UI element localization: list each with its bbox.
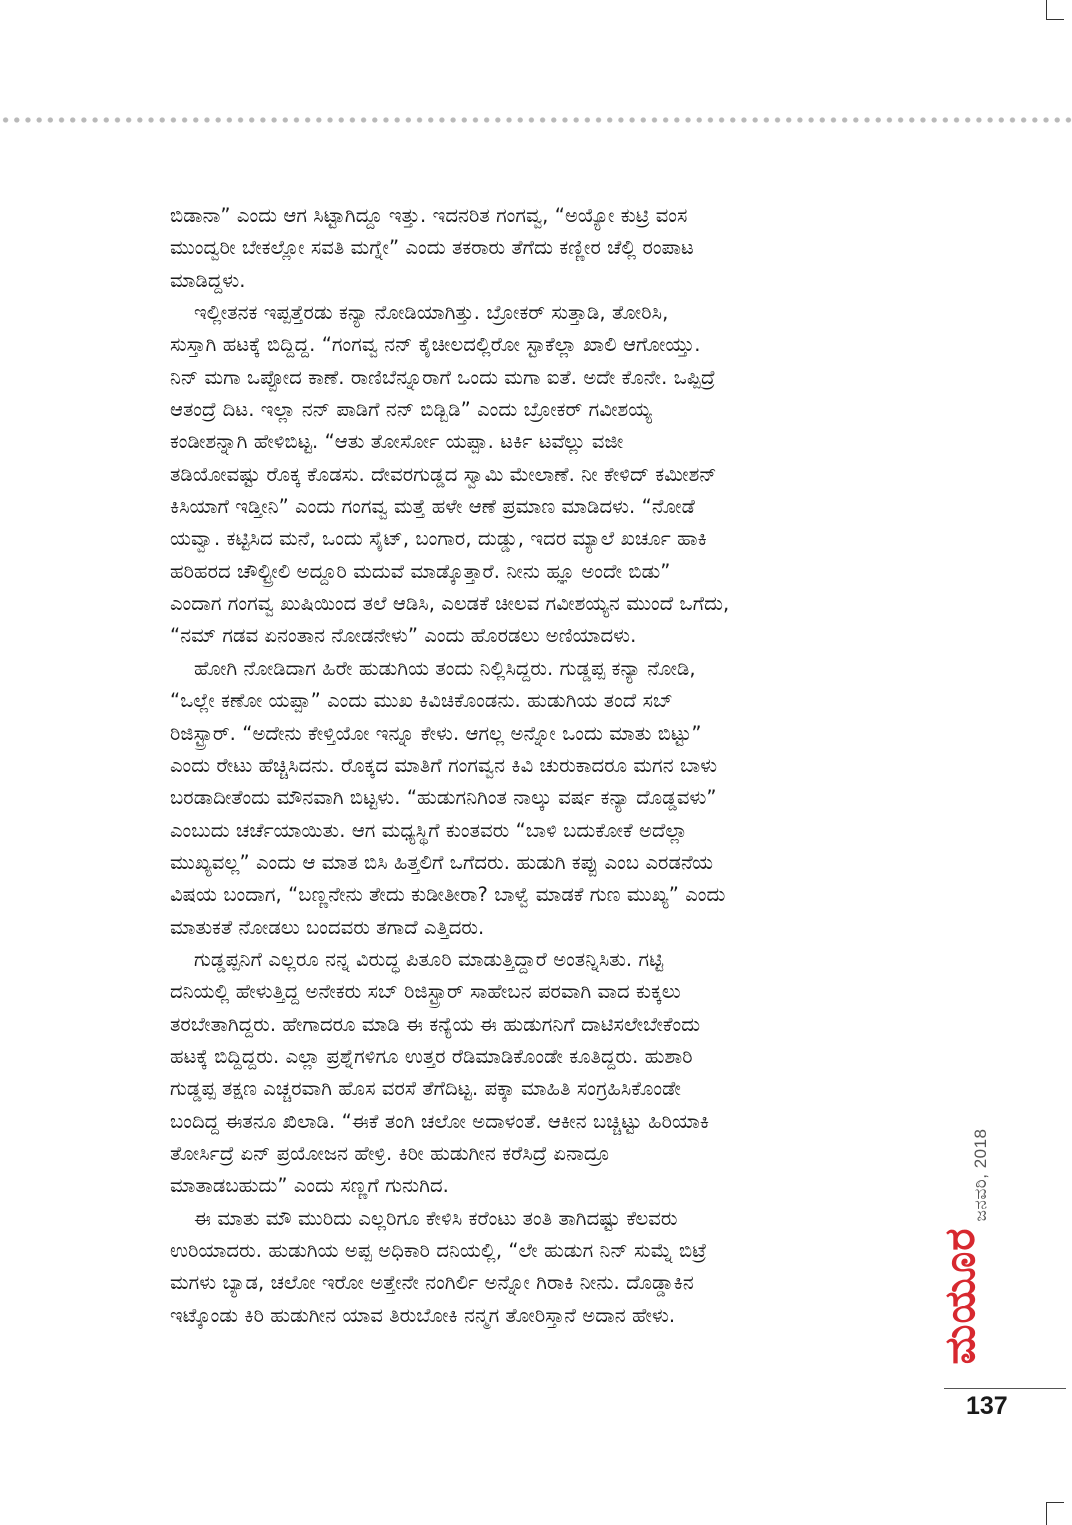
text-line: “ನಮ್ ಗಡವ ಏನಂತಾನ ನೋಡನೇಳು” ಎಂದು ಹೊರಡಲು ಅಣಿಯಾದಳು. [170, 624, 637, 648]
page-number-rule [944, 1388, 1066, 1389]
text-line: ಬಂದಿದ್ದ ಈತನೂ ಖಿಲಾಡಿ. “ಈಕೆ ತಂಗಿ ಚಲೋ ಅದಾಳಂತೆ. ಆಕೀನ ಬಚ್ಚಿಟ್ಟು ಹಿರಿಯಾಕಿ [170, 1109, 710, 1133]
text-line: ಮಾತುಕತೆ ನೋಡಲು ಬಂದವರು ತಗಾದೆ ಎತ್ತಿದರು. [170, 915, 485, 939]
text-line: ಕಿಸಿಯಾಗೆ ಇಡ್ತೀನಿ” ಎಂದು ಗಂಗವ್ವ ಮತ್ತೆ ಹಳೇ ಆಣೆ ಪ್ರಮಾಣ ಮಾಡಿದಳು. “ನೋಡೆ [170, 495, 695, 519]
text-line: ತರಬೇತಾಗಿದ್ದರು. ಹೇಗಾದರೂ ಮಾಡಿ ಈ ಕನ್ಯೆಯ ಈ ಹುಡುಗನಿಗೆ ದಾಟಿಸಲೇಬೇಕೆಂದು [170, 1012, 701, 1036]
text-line: ಇಲ್ಲೀತನಕ ಇಪ್ಪತ್ತೆರಡು ಕನ್ಯಾ ನೋಡಿಯಾಗಿತ್ತು. ಬ್ರೋಕರ್ ಸುತ್ತಾಡಿ, ತೋರಿಸಿ, [194, 301, 669, 325]
issue-date: ಜನವರಿ, 2018 [971, 1128, 990, 1222]
text-line: ಹಟಕ್ಕೆ ಬಿದ್ದಿದ್ದರು. ಎಲ್ಲಾ ಪ್ರಶ್ನೆಗಳಿಗೂ ಉತ್ತರ ರೆಡಿಮಾಡಿಕೊಂಡೇ ಕೂತಿದ್ದರು. ಹುಶಾರಿ [170, 1044, 693, 1068]
text-line: ಮಾತಾಡಬಹುದು” ಎಂದು ಸಣ್ಣಗೆ ಗುನುಗಿದ. [170, 1174, 449, 1198]
text-line: ರಿಜಿಸ್ಟ್ರಾರ್. “ಅದೇನು ಕೇಳ್ತಿಯೋ ಇನ್ನೂ ಕೇಳು. ಆಗಲ್ಲ ಅನ್ನೋ ಒಂದು ಮಾತು ಬಿಟ್ಟು” [170, 721, 702, 745]
text-line: ಸುಸ್ತಾಗಿ ಹಟಕ್ಕೆ ಬಿದ್ದಿದ್ದ. “ಗಂಗವ್ವ ನನ್ ಕೈಚೀಲದಲ್ಲಿರೋ ಸ್ಟಾಕೆಲ್ಲಾ ಖಾಲಿ ಆಗೋಯ್ತು. [170, 333, 701, 357]
text-line: ಹೋಗಿ ನೋಡಿದಾಗ ಹಿರೇ ಹುಡುಗಿಯ ತಂದು ನಿಲ್ಲಿಸಿದ್ದರು. ಗುಡ್ಡಪ್ಪ ಕನ್ಯಾ ನೋಡಿ, [194, 656, 696, 680]
crop-mark-top [1046, 0, 1064, 20]
text-line: ಇಟ್ಕೊಂಡು ಕಿರಿ ಹುಡುಗೀನ ಯಾವ ತಿರುಬೋಕಿ ನನ್ಮಗ ತೋರಿಸ್ತಾನೆ ಅದಾನ ಹೇಳು. [170, 1303, 676, 1327]
text-line: ಬರಡಾದೀತೆಂದು ಮೌನವಾಗಿ ಬಿಟ್ಟಳು. “ಹುಡುಗನಿಗಿಂತ ನಾಲ್ಕು ವರ್ಷ ಕನ್ಯಾ ದೊಡ್ಡವಳು” [170, 786, 717, 810]
text-line: ಆತಂದ್ರೆ ದಿಟ. ಇಲ್ಲಾ ನನ್ ಪಾಡಿಗೆ ನನ್ ಬಿಡ್ಬಿಡಿ” ಎಂದು ಬ್ರೋಕರ್ ಗವೀಶಯ್ಯ [170, 398, 652, 422]
text-line: ತಡಿಯೋವಷ್ಟು ರೊಕ್ಕ ಕೊಡಸು. ದೇವರಗುಡ್ಡದ ಸ್ವಾಮಿ ಮೇಲಾಣೆ. ನೀ ಕೇಳಿದ್ ಕಮೀಶನ್ [170, 462, 717, 486]
article-body [170, 200, 915, 1332]
text-line: ಎಂದು ರೇಟು ಹೆಚ್ಚಿಸಿದನು. ರೊಕ್ಕದ ಮಾತಿಗೆ ಗಂಗವ್ವನ ಕಿವಿ ಚುರುಕಾದರೂ ಮಗನ ಬಾಳು [170, 753, 718, 777]
text-line: “ಒಲ್ಲೇ ಕಣೋ ಯಪ್ಪಾ” ಎಂದು ಮುಖ ಕಿವಿಚಿಕೊಂಡನು. ಹುಡುಗಿಯ ತಂದೆ ಸಬ್ [170, 689, 673, 713]
text-line: ತೋರ್ಸಿದ್ರೆ ಏನ್ ಪ್ರಯೋಜನ ಹೇಳ್ರಿ. ಕಿರೀ ಹುಡುಗೀನ ಕರೆಸಿದ್ರೆ ಏನಾದ್ರೂ [170, 1141, 610, 1165]
text-line: ಮಾಡಿದ್ದಳು. [170, 268, 246, 292]
text-line: ಎಂಬುದು ಚರ್ಚೆಯಾಯಿತು. ಆಗ ಮಧ್ಯಸ್ಥಿಗೆ ಕುಂತವರು “ಬಾಳಿ ಬದುಕೋಕೆ ಅದೆಲ್ಲಾ [170, 818, 688, 842]
text-line: ವಿಷಯ ಬಂದಾಗ, “ಬಣ್ಣನೇನು ತೇದು ಕುಡೀತೀರಾ? ಬಾಳ್ವೆ ಮಾಡಕೆ ಗುಣ ಮುಖ್ಯ” ಎಂದು [170, 883, 726, 907]
page-number: 137 [966, 1392, 1008, 1420]
text-line: ನಿನ್ ಮಗಾ ಒಪ್ಪೋದ ಕಾಣೆ. ರಾಣಿಬೆನ್ನೂರಾಗೆ ಒಂದು ಮಗಾ ಐತೆ. ಅದೇ ಕೊನೇ. ಒಪ್ಪಿದ್ರೆ [170, 365, 716, 389]
text-line: ದನಿಯಲ್ಲಿ ಹೇಳುತ್ತಿದ್ದ ಅನೇಕರು ಸಬ್ ರಿಜಿಸ್ಟ್ರಾರ್ ಸಾಹೇಬನ ಪರವಾಗಿ ವಾದ ಕುಕ್ಕಲು [170, 980, 681, 1004]
text-line: ಗುಡ್ಡಪ್ಪ ತಕ್ಷಣ ಎಚ್ಚರವಾಗಿ ಹೊಸ ವರಸೆ ತೆಗೆದಿಟ್ಟ. ಪಕ್ಕಾ ಮಾಹಿತಿ ಸಂಗ್ರಹಿಸಿಕೊಂಡೇ [170, 1077, 682, 1101]
crop-mark-bottom [1046, 1502, 1064, 1525]
text-line: ಹರಿಹರದ ಚೌಲ್ಟ್ರೀಲಿ ಅದ್ದೂರಿ ಮದುವೆ ಮಾಡ್ಕೊತ್ತಾರೆ. ನೀನು ಹ್ಞೂ ಅಂದೇ ಬಿಡು” [170, 559, 671, 583]
text-line: ಉರಿಯಾದರು. ಹುಡುಗಿಯ ಅಪ್ಪ ಅಧಿಕಾರಿ ದನಿಯಲ್ಲಿ, “ಲೇ ಹುಡುಗ ನಿನ್ ಸುಮ್ನೆ ಬಿಟ್ರೆ [170, 1239, 707, 1262]
text-line: ಮುಂದ್ವರೀ ಬೇಕಲ್ಲೋ ಸವತಿ ಮಗ್ನೇ” ಎಂದು ತಕರಾರು ತೆಗೆದು ಕಣ್ಣೀರ ಚೆಲ್ಲಿ ರಂಪಾಟ [170, 236, 694, 260]
text-line: ಎಂದಾಗ ಗಂಗವ್ವ ಖುಷಿಯಿಂದ ತಲೆ ಆಡಿಸಿ, ಎಲಡಕೆ ಚೀಲವ ಗವೀಶಯ್ಯನ ಮುಂದೆ ಒಗೆದು, [170, 592, 730, 616]
text-line: ಮುಖ್ಯವಲ್ಲ” ಎಂದು ಆ ಮಾತ ಬಿಸಿ ಹಿತ್ತಲಿಗೆ ಒಗೆದರು. ಹುಡುಗಿ ಕಪ್ಪು ಎಂಬ ಎರಡನೆಯ [170, 850, 714, 874]
text-line: ಮಗಳು ಬ್ಯಾಡ, ಚಲೋ ಇರೋ ಅತ್ತೇನೇ ನಂಗಿರ್ಲಿ ಅನ್ನೋ ಗಿರಾಕಿ ನೀನು. ದೊಡ್ಡಾಕಿನ [170, 1271, 694, 1295]
magazine-logo: ಮಯೂರ [935, 1227, 984, 1365]
text-line: ಗುಡ್ಡಪ್ಪನಿಗೆ ಎಲ್ಲರೂ ನನ್ನ ವಿರುದ್ಧ ಪಿತೂರಿ ಮಾಡುತ್ತಿದ್ದಾರೆ ಅಂತನ್ನಿಸಿತು. ಗಟ್ಟಿ [194, 947, 664, 971]
text-line: ಬಿಡಾನಾ” ಎಂದು ಆಗ ಸಿಟ್ಟಾಗಿದ್ದೂ ಇತ್ತು. ಇದನರಿತ ಗಂಗವ್ವ, “ಅಯ್ಯೋ ಕುಟ್ರಿ ವಂಸ [170, 204, 688, 227]
text-line: ಈ ಮಾತು ಮೌ ಮುರಿದು ಎಲ್ಲರಿಗೂ ಕೇಳಿಸಿ ಕರೆಂಟು ತಂತಿ ತಾಗಿದಷ್ಟು ಕೆಲವರು [194, 1206, 678, 1230]
text-line: ಯವ್ವಾ. ಕಟ್ಟಿಸಿದ ಮನೆ, ಒಂದು ಸೈಟ್, ಬಂಗಾರ, ದುಡ್ಡು, ಇದರ ಮ್ಯಾಲೆ ಖರ್ಚೂ ಹಾಕಿ [170, 527, 707, 551]
text-line: ಕಂಡೀಶನ್ನಾಗಿ ಹೇಳಿಬಿಟ್ಟ. “ಆತು ತೋರ್ಸೋ ಯಪ್ಪಾ. ಟರ್ಕಿ ಟವೆಲ್ಲು ವಜೀ [170, 430, 624, 454]
dotted-header-rule [0, 116, 1072, 124]
